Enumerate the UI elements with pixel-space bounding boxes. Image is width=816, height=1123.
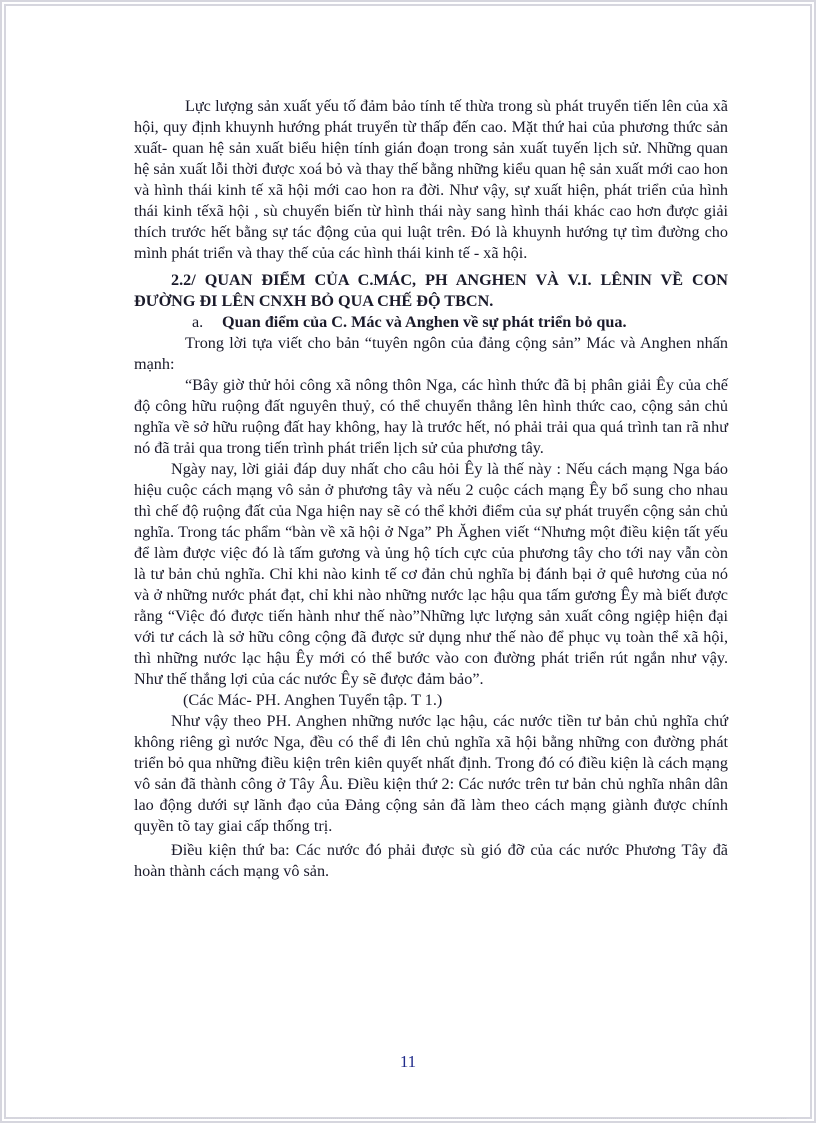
page-number: 11 [399,1052,417,1071]
paragraph-manifesto-preface: Trong lời tựa viết cho bản “tuyên ngôn của đảng cộng sản” Mác và Anghen nhấn mạnh: [134,334,728,373]
subsection-heading-a [134,312,728,333]
paragraph-quote-russian-commune: “Bây giờ thử hỏi công xã nông thôn Nga, các hình thức đã bị phân giải Êy của chế độ công hữu ruộng đất nguyên thuỷ, có thể chuyển thẳng lên hình thức cao, cộng sản chủ nghĩa về sở hữu ruộng đất hay không, hay là trước hết, nó phải trải qua quá trình tan rã như nó đã trải qua trong tiến trình phát triển lịch sử của phương tây. [134,376,728,457]
citation: (Các Mác- PH. Anghen Tuyển tập. T 1.) [183,691,443,709]
subsection-title: Quan điểm của C. Mác và Anghen về sự phát triển bỏ qua. [222,313,627,331]
section-heading-2-2: 2.2/ QUAN ĐIỂM CỦA C.MÁC, PH ANGHEN VÀ V.I. LÊNIN VỀ CON ĐƯỜNG ĐI LÊN CNXH BỎ QUA CHẾ ĐỘ TBCN. [134,271,728,310]
paragraph-third-condition: Điều kiện thứ ba: Các nước đó phải được sù gió đỡ của các nước Phương Tây đã hoàn thành cách mạng vô sản. [134,841,728,880]
paragraph-answer-today: Ngày nay, lời giải đáp duy nhất cho câu hỏi Êy là thế này : Nếu cách mạng Nga báo hiệu cuộc cách mạng vô sản ở phương tây và nếu 2 cuộc cách mạng Êy bổ sung cho nhau thì chế độ ruộng đất của Nga hiện nay sẽ có thể khởi điểm của sự phát truyển cộng sản chủ nghĩa. Trong tác phẩm “bàn về xã hội ở Nga” Ph Ăghen viết “Nhưng một điều kiện tất yếu để làm được việc đó là tấm gương và ủng hộ tích cực của phương tây cho tới nay vẫn còn là tư bản chủ nghĩa. Chỉ khi nào kinh tế cơ đản chủ nghĩa bị đánh bại ở quê hương của nó và ở những nước phát đạt, chỉ khi nào những nước lạc hậu qua tấm gương Êy mà biết được rằng “Việc đó được tiến hành như thế nào”Những lực lượng sản xuất công ngiệp hiện đại với tư cách là sở hữu công cộng đã được sử dụng như thế nào để phục vụ toàn thể xã hội, thì những nước lạc hậu Êy mới có thể bước vào con đường phát triển rút ngắn như vậy. Như thế thắng lợi của các nước Êy sẽ được đảm bảo”. [134,460,728,688]
paragraph-conditions: Như vậy theo PH. Anghen những nước lạc hậu, các nước tiền tư bản chủ nghĩa chứ không riêng gì nước Nga, đều có thể đi lên chủ nghĩa xã hội bằng những con đường phát triển bỏ qua những điều kiện trên kiên quyết nhất định. Trong đó có điều kiện là cách mạng vô sản đã thành công ở Tây Âu. Điều kiện thứ 2: Các nước trên tư bản chủ nghĩa nhân dân lao động dưới sự lãnh đạo của Đảng cộng sản đã làm theo cách mạng giành được chính quyền tõ tay giai cấp thống trị. [134,712,728,835]
list-marker: a. [192,313,204,331]
footer-divider [30,1118,786,1119]
paragraph-productive-forces: Lực lượng sản xuất yếu tố đảm bảo tính tế thừa trong sù phát truyển tiến lên của xã hội, quy định khuynh hướng phát truyển từ thấp đến cao. Mặt thứ hai của phương thức sản xuất- quan hệ sản xuất biểu hiện tính gián đoạn trong sản xuất tuyến lịch sử. Những quan hệ sản xuất lỗi thời được xoá bỏ và thay thế bằng những kiểu quan hệ sản xuất mới cao hon và hình thái kinh tế xã hội mới cao hon ra đời. Như vậy, sự xuất hiện, phát triển của hình thái kinh tếxã hội , sù chuyển biến từ hình thái này sang hình thái khác cao hơn được giải thích trước hết bằng sự tác động của qui luật trên. Đó là khuynh hướng tự tìm đường cho mình phát triển và thay thế của các hình thái kinh tế - xã hội. [134,97,728,262]
document-body [134,96,728,882]
